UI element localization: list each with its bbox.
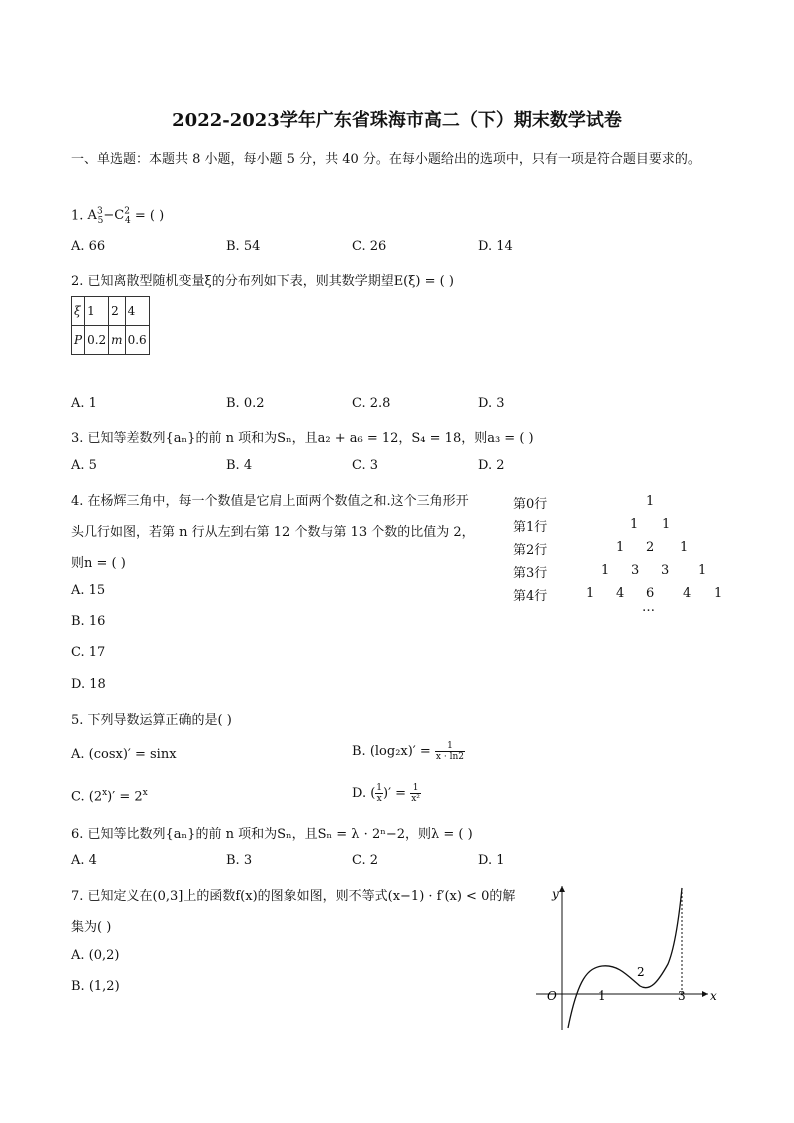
- q6-option-b: B. 3: [226, 853, 253, 868]
- row-label: 第1行: [513, 520, 548, 535]
- row-label: 第4行: [513, 589, 548, 604]
- function-curve: [568, 888, 682, 1028]
- row-label: 第0行: [513, 497, 548, 512]
- fraction: $\frac{1}{x}$: [376, 783, 383, 804]
- triangle-number: 1: [646, 494, 655, 509]
- question-1-stem: 1. $A^3_5-C^2_4$ = ( ): [71, 207, 165, 226]
- table-cell: 4: [125, 297, 149, 326]
- table-cell: P: [72, 326, 85, 355]
- table-cell: 0.6: [125, 326, 149, 355]
- question-number: 1.: [71, 208, 84, 224]
- section-header: 一、单选题：本题共 8 小题，每小题 5 分，共 40 分。在每小题给出的选项中，只有一项是符合题目要求的。: [71, 152, 701, 167]
- question-4-line-2: 头几行如图，若第 n 行从左到右第 12 个数与第 13 个数的比值为 2，: [71, 525, 475, 540]
- q4-option-c: C. 17: [71, 645, 106, 660]
- x-axis-label: x: [710, 989, 717, 1003]
- q2-option-c: C. 2.8: [352, 396, 391, 411]
- triangle-number: 1: [586, 586, 595, 601]
- q6-option-a: A. 4: [71, 853, 97, 868]
- triangle-number: 2: [646, 540, 655, 555]
- q5-option-b: B. (log₂x)′ = $\frac{1}{x \cdot \ln 2}$: [352, 741, 464, 762]
- question-7-line-1: 7. 已知定义在(0,3]上的函数f(x)的图象如图，则不等式(x−1) · f′(x) < 0的解: [71, 889, 516, 904]
- question-2-stem: 2. 已知离散型随机变量ξ的分布列如下表，则其数学期望E(ξ) = ( ): [71, 274, 454, 289]
- q3-option-c: C. 3: [352, 458, 379, 473]
- table-cell: 2: [109, 297, 125, 326]
- q1-arrangement: $A^3_5$: [87, 207, 104, 226]
- q7-option-a: A. (0,2): [71, 948, 120, 963]
- q4-option-a: A. 15: [71, 583, 106, 598]
- table-cell: m: [109, 326, 125, 355]
- q5-option-c: C. $(2^x)' = 2^x$: [71, 788, 148, 805]
- q3-option-a: A. 5: [71, 458, 97, 473]
- distribution-table: [71, 296, 150, 355]
- triangle-number: 1: [601, 563, 610, 578]
- question-4-line-3: 则n = ( ): [71, 556, 126, 571]
- triangle-number: 3: [661, 563, 670, 578]
- question-7-line-2: 集为( ): [71, 920, 112, 935]
- q1-option-a: A. 66: [71, 239, 106, 254]
- q3-option-b: B. 4: [226, 458, 253, 473]
- fraction: $\frac{1}{\text{x²}}$: [411, 783, 420, 804]
- triangle-number: 1: [630, 517, 639, 532]
- q6-option-c: C. 2: [352, 853, 379, 868]
- q3-option-d: D. 2: [478, 458, 505, 473]
- q1-option-d: D. 14: [478, 239, 513, 254]
- origin-label: O: [547, 989, 557, 1003]
- q2-option-b: B. 0.2: [226, 396, 265, 411]
- q4-option-d: D. 18: [71, 677, 106, 692]
- q4-option-b: B. 16: [71, 614, 106, 629]
- triangle-number: 4: [616, 586, 625, 601]
- table-row: [72, 326, 150, 355]
- exam-title: 2022-2023学年广东省珠海市高二（下）期末数学试卷: [172, 110, 622, 131]
- triangle-number: 1: [698, 563, 707, 578]
- q5-option-a: A. (cosx)′ = sinx: [71, 747, 177, 762]
- table-cell: 1: [85, 297, 109, 326]
- triangle-number: 1: [714, 586, 723, 601]
- row-label: 第3行: [513, 566, 548, 581]
- triangle-number: 1: [616, 540, 625, 555]
- q5-option-d: D. ( $\frac{1}{x}$ )′ = $\frac{1}{\text{x²}}$: [352, 783, 420, 804]
- q1-option-c: C. 26: [352, 239, 387, 254]
- q6-option-d: D. 1: [478, 853, 505, 868]
- q7-option-b: B. (1,2): [71, 979, 120, 994]
- question-5-stem: 5. 下列导数运算正确的是( ): [71, 713, 232, 728]
- triangle-number: 4: [683, 586, 692, 601]
- q1-option-b: B. 54: [226, 239, 261, 254]
- q2-option-d: D. 3: [478, 396, 505, 411]
- question-3-stem: 3. 已知等差数列{aₙ}的前 n 项和为Sₙ，且a₂ + a₆ = 12，S₄ = 18，则a₃ = ( ): [71, 431, 534, 446]
- q2-option-a: A. 1: [71, 396, 97, 411]
- table-cell: ξ: [72, 297, 85, 326]
- triangle-number: 6: [646, 586, 655, 601]
- table-row: [72, 297, 150, 326]
- tick-label-2: 2: [637, 965, 645, 979]
- triangle-ellipsis: …: [642, 600, 655, 615]
- tick-label-1: 1: [598, 989, 606, 1003]
- fraction: $\frac{1}{x \cdot \ln 2}$: [435, 741, 464, 762]
- triangle-number: 3: [631, 563, 640, 578]
- function-graph: [528, 878, 728, 1038]
- q1-combination: $-C^2_4$: [103, 207, 131, 226]
- y-axis-label: y: [552, 887, 559, 901]
- question-4-line-1: 4. 在杨辉三角中，每一个数值是它肩上面两个数值之和.这个三角形开: [71, 494, 469, 509]
- question-6-stem: 6. 已知等比数列{aₙ}的前 n 项和为Sₙ，且Sₙ = λ · 2ⁿ−2，则λ = ( ): [71, 827, 473, 842]
- triangle-number: 1: [680, 540, 689, 555]
- tick-label-3: 3: [678, 989, 686, 1003]
- row-label: 第2行: [513, 543, 548, 558]
- table-cell: 0.2: [85, 326, 109, 355]
- triangle-number: 1: [662, 517, 671, 532]
